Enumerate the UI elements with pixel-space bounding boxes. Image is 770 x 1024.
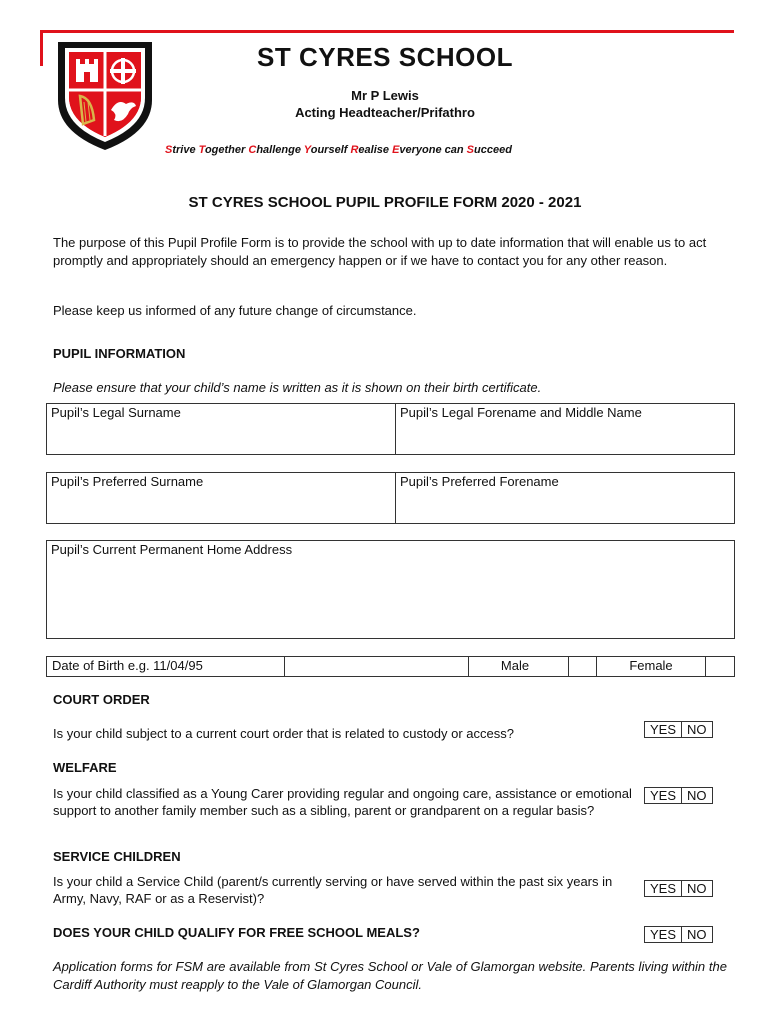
court-order-heading: COURT ORDER [53,692,150,707]
court-order-question: Is your child subject to a current court order that is related to custody or access? [53,726,514,741]
court-order-yes[interactable]: YES [650,722,677,737]
service-children-question: Is your child a Service Child (parent/s currently serving or have served within the past six years in Army, Navy, RAF or as a Reservist)? [53,874,613,906]
home-address-label: Pupil’s Current Permanent Home Address [51,542,293,557]
court-order-no[interactable]: NO [681,722,712,737]
headteacher-name: Mr P Lewis [351,88,419,103]
legal-surname-field[interactable] [46,403,396,455]
male-checkbox[interactable] [569,657,596,676]
school-name: ST CYRES SCHOOL [257,42,513,72]
fsm-yes-no [644,926,713,943]
service-children-yes[interactable]: YES [650,881,677,896]
dob-label: Date of Birth e.g. 11/04/95 [52,658,203,673]
legal-forename-field[interactable] [395,403,735,455]
service-children-no[interactable]: NO [681,881,712,896]
preferred-forename-field[interactable] [395,472,735,524]
headteacher-title: Acting Headteacher/Prifathro [295,105,475,120]
male-label: Male [500,658,530,673]
school-motto: Strive Together Challenge Yourself Realise Everyone can Succeed [165,144,512,156]
fsm-yes[interactable]: YES [650,927,677,942]
preferred-surname-label: Pupil’s Preferred Surname [51,474,204,489]
legal-surname-label: Pupil’s Legal Surname [51,405,181,420]
service-children-heading: SERVICE CHILDREN [53,849,181,864]
female-checkbox[interactable] [706,657,734,676]
welfare-question: Is your child classified as a Young Carer providing regular and ongoing care, assistance or emotional support to another family member such as a sibling, parent or grandparent on a regular basis? [53,786,632,818]
service-children-yes-no [644,880,713,897]
preferred-surname-field[interactable] [46,472,396,524]
court-order-yes-no [644,721,713,738]
intro-keep-informed: Please keep us informed of any future change of circumstance. [53,303,417,318]
welfare-no[interactable]: NO [681,788,712,803]
legal-forename-label: Pupil’s Legal Forename and Middle Name [400,405,642,420]
birth-certificate-note: Please ensure that your child’s name is written as it is shown on their birth certificate. [53,380,542,395]
welfare-yes-no [644,787,713,804]
home-address-field[interactable] [46,540,735,639]
fsm-no[interactable]: NO [681,927,712,942]
form-title: ST CYRES SCHOOL PUPIL PROFILE FORM 2020 - 2021 [188,194,582,211]
dob-input[interactable] [285,657,468,676]
intro-purpose: The purpose of this Pupil Profile Form is to provide the school with up to date information that will enable us to act promptly and appropriately should an emergency happen or if we have to contact you for any other reason. [53,235,707,268]
welfare-heading: WELFARE [53,760,117,775]
pupil-info-heading: PUPIL INFORMATION [53,346,186,361]
fsm-note: Application forms for FSM are available from St Cyres School or Vale of Glamorgan website. Parents living within the Cardiff Authority must reapply to the Vale of Glamorgan Council. [53,959,727,992]
header-accent-line-left [40,30,43,66]
fsm-heading: DOES YOUR CHILD QUALIFY FOR FREE SCHOOL MEALS? [53,925,420,940]
header-accent-line [40,30,734,33]
female-label: Female [629,658,673,673]
school-crest-icon [56,40,154,152]
preferred-forename-label: Pupil’s Preferred Forename [400,474,559,489]
welfare-yes[interactable]: YES [650,788,677,803]
